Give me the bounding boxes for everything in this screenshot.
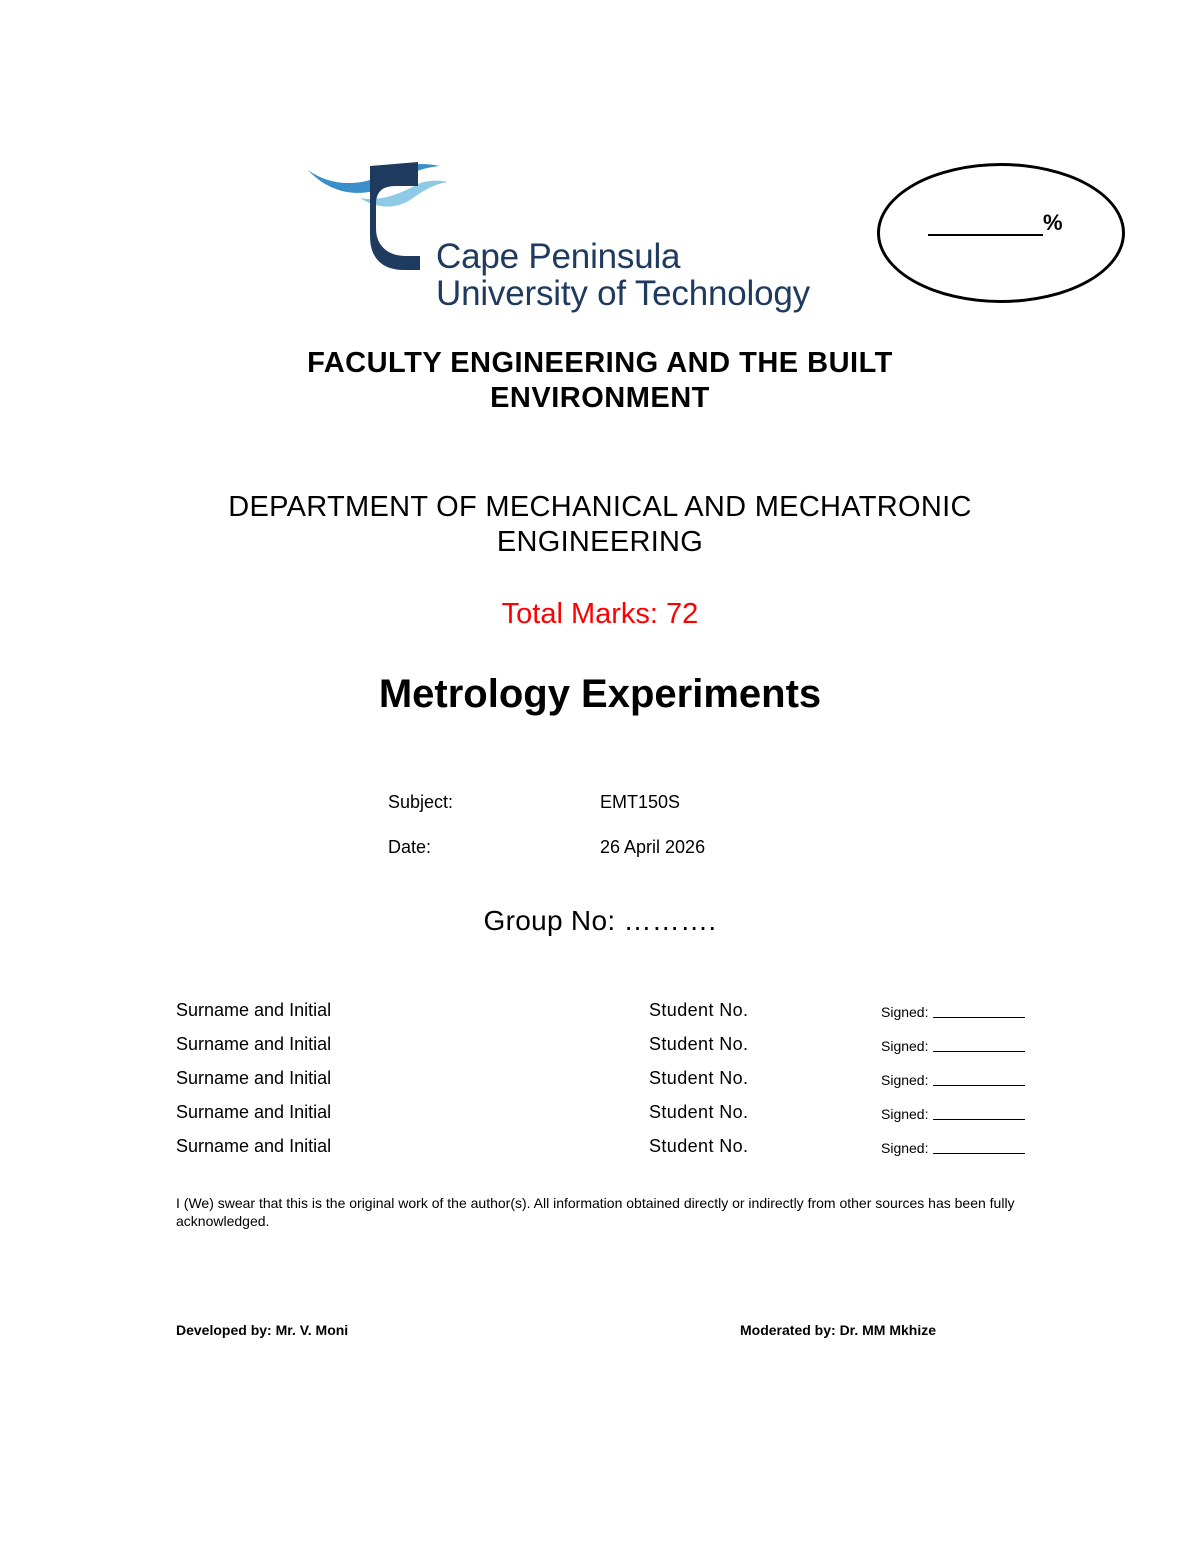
faculty-heading-line2: ENVIRONMENT xyxy=(490,382,710,414)
subject-label: Subject: xyxy=(388,792,454,812)
date-label: Date: xyxy=(388,837,432,857)
student-row-2-signed: Signed: xyxy=(881,1038,929,1054)
student-row-3-signed: Signed: xyxy=(881,1072,929,1088)
student-row-5-signed: Signed: xyxy=(881,1140,929,1156)
student-row-3-number: Student No. xyxy=(649,1068,749,1088)
student-row-3-signature-line xyxy=(933,1085,1025,1086)
score-blank-line xyxy=(928,234,1043,236)
logo-text-line1: Cape Peninsula xyxy=(436,237,681,276)
logo-text-line2: University of Technology xyxy=(436,274,810,313)
student-row-4-signed: Signed: xyxy=(881,1106,929,1122)
department-heading-line2: ENGINEERING xyxy=(496,526,704,558)
faculty-heading-line1: FACULTY ENGINEERING AND THE BUILT xyxy=(307,347,893,379)
department-heading-line1: DEPARTMENT OF MECHANICAL AND MECHATRONIC xyxy=(228,491,972,523)
student-row-1-number: Student No. xyxy=(649,1000,749,1020)
student-row-5-signature-line xyxy=(933,1153,1025,1154)
developed-by: Developed by: Mr. V. Moni xyxy=(176,1322,349,1338)
student-row-2-name: Surname and Initial xyxy=(176,1034,332,1054)
declaration-text: I (We) swear that this is the original work of the author(s). All information obtained directly or indirectly from other sources has been fully acknowledged. xyxy=(176,1195,1015,1229)
student-row-3-name: Surname and Initial xyxy=(176,1068,332,1088)
student-row-2-number: Student No. xyxy=(649,1034,749,1054)
student-row-2-signature-line xyxy=(933,1051,1025,1052)
total-marks: Total Marks: 72 xyxy=(501,598,699,630)
document-title: Metrology Experiments xyxy=(378,672,822,716)
score-percent-sign: % xyxy=(1043,210,1063,235)
group-number: Group No: ………. xyxy=(483,905,717,936)
student-row-4-signature-line xyxy=(933,1119,1025,1120)
moderated-by: Moderated by: Dr. MM Mkhize xyxy=(740,1322,937,1338)
student-row-4-name: Surname and Initial xyxy=(176,1102,332,1122)
student-row-1-name: Surname and Initial xyxy=(176,1000,332,1020)
student-row-4-number: Student No. xyxy=(649,1102,749,1122)
student-row-1-signature-line xyxy=(933,1017,1025,1018)
faculty-heading xyxy=(0,346,1200,416)
date-value: 26 April 2026 xyxy=(600,837,706,857)
student-row-5-number: Student No. xyxy=(649,1136,749,1156)
student-row-5-name: Surname and Initial xyxy=(176,1136,332,1156)
department-heading xyxy=(0,490,1200,560)
subject-value: EMT150S xyxy=(600,792,681,812)
score-oval xyxy=(877,163,1125,303)
university-logo-mark-icon xyxy=(300,158,450,278)
student-row-1-signed: Signed: xyxy=(881,1004,929,1020)
